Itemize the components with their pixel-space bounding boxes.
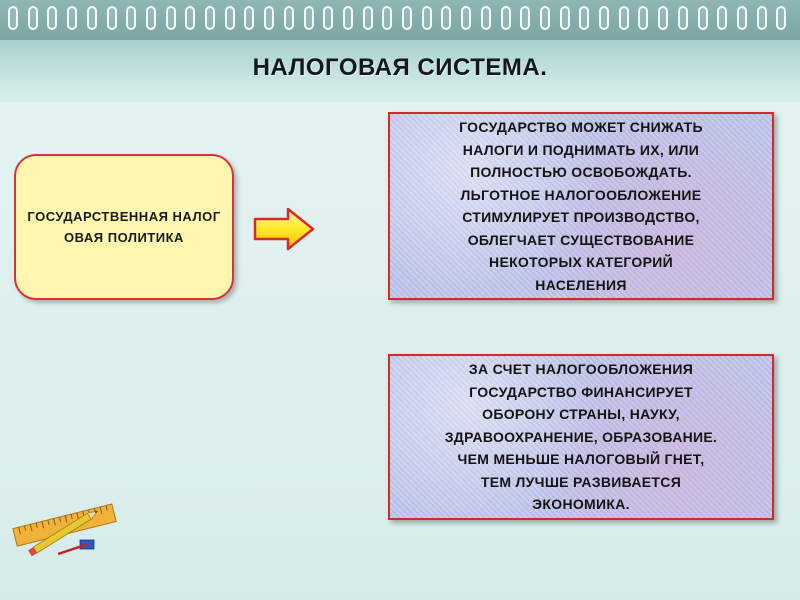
- spiral-ring-icon: [87, 6, 97, 30]
- spiral-ring-icon: [28, 6, 38, 30]
- notebook-band: [0, 0, 800, 40]
- spiral-ring-icon: [244, 6, 254, 30]
- spiral-ring-icon: [363, 6, 373, 30]
- spiral-ring-icon: [441, 6, 451, 30]
- spiral-ring-icon: [284, 6, 294, 30]
- spiral-ring-icon: [579, 6, 589, 30]
- spiral-ring-icon: [343, 6, 353, 30]
- spiral-ring-icon: [757, 6, 767, 30]
- spiral-ring-icon: [382, 6, 392, 30]
- spiral-ring-icon: [225, 6, 235, 30]
- spiral-ring-icon: [698, 6, 708, 30]
- spiral-ring-icon: [461, 6, 471, 30]
- right-arrow-icon: [252, 206, 316, 252]
- spiral-ring-icon: [481, 6, 491, 30]
- spiral-ring-icon: [67, 6, 77, 30]
- spiral-ring-icon: [107, 6, 117, 30]
- info-box-tax-changes: [388, 112, 774, 300]
- spiral-ring-icon: [540, 6, 550, 30]
- policy-text: ГОСУДАРСТВЕННАЯ НАЛОГОВАЯ ПОЛИТИКА: [27, 209, 221, 245]
- spiral-ring-icon: [658, 6, 668, 30]
- spiral-ring-icon: [638, 6, 648, 30]
- spiral-ring-icon: [678, 6, 688, 30]
- spiral-ring-icon: [304, 6, 314, 30]
- spiral-ring-icon: [323, 6, 333, 30]
- spiral-ring-icon: [599, 6, 609, 30]
- spiral-ring-icon: [717, 6, 727, 30]
- spiral-ring-icon: [560, 6, 570, 30]
- ruler-pencil-icon: [10, 492, 120, 562]
- slide-title: НАЛОГОВАЯ СИСТЕМА.: [252, 54, 548, 81]
- spiral-ring-icon: [501, 6, 511, 30]
- spiral-ring-icon: [47, 6, 57, 30]
- spiral-ring-icon: [619, 6, 629, 30]
- spiral-ring-icon: [166, 6, 176, 30]
- spiral-ring-icon: [422, 6, 432, 30]
- spiral-ring-icon: [205, 6, 215, 30]
- spiral-ring-icon: [185, 6, 195, 30]
- spiral-rings: [8, 6, 798, 32]
- spiral-ring-icon: [146, 6, 156, 30]
- spiral-ring-icon: [402, 6, 412, 30]
- spiral-ring-icon: [520, 6, 530, 30]
- policy-box: [14, 154, 234, 300]
- spiral-ring-icon: [737, 6, 747, 30]
- spiral-ring-icon: [776, 6, 786, 30]
- spiral-ring-icon: [8, 6, 18, 30]
- spiral-ring-icon: [126, 6, 136, 30]
- info-text-tax-funding: ЗА СЧЕТ НАЛОГООБЛОЖЕНИЯ ГОСУДАРСТВО ФИНАНСИРУЕТ ОБОРОНУ СТРАНЫ, НАУКУ, ЗДРАВООХРАНЕНИЕ, ОБРАЗОВАНИЕ. ЧЕМ МЕНЬШЕ НАЛОГОВЫЙ ГНЕТ, ТЕМ ЛУЧШЕ РАЗВИВАЕТСЯ ЭКОНОМИКА.: [444, 361, 718, 513]
- info-box-tax-funding: [388, 354, 774, 520]
- spiral-ring-icon: [264, 6, 274, 30]
- info-text-tax-changes: ГОСУДАРСТВО МОЖЕТ СНИЖАТЬ НАЛОГИ И ПОДНИМАТЬ ИХ, ИЛИ ПОЛНОСТЬЮ ОСВОБОЖДАТЬ. ЛЬГОТНОЕ НАЛОГООБЛОЖЕНИЕ СТИМУЛИРУЕТ ПРОИЗВОДСТВО, ОБЛЕГЧАЕТ СУЩЕСТВОВАНИЕ НЕКОТОРЫХ КАТЕГОРИЙ НАСЕЛЕНИЯ: [459, 119, 703, 293]
